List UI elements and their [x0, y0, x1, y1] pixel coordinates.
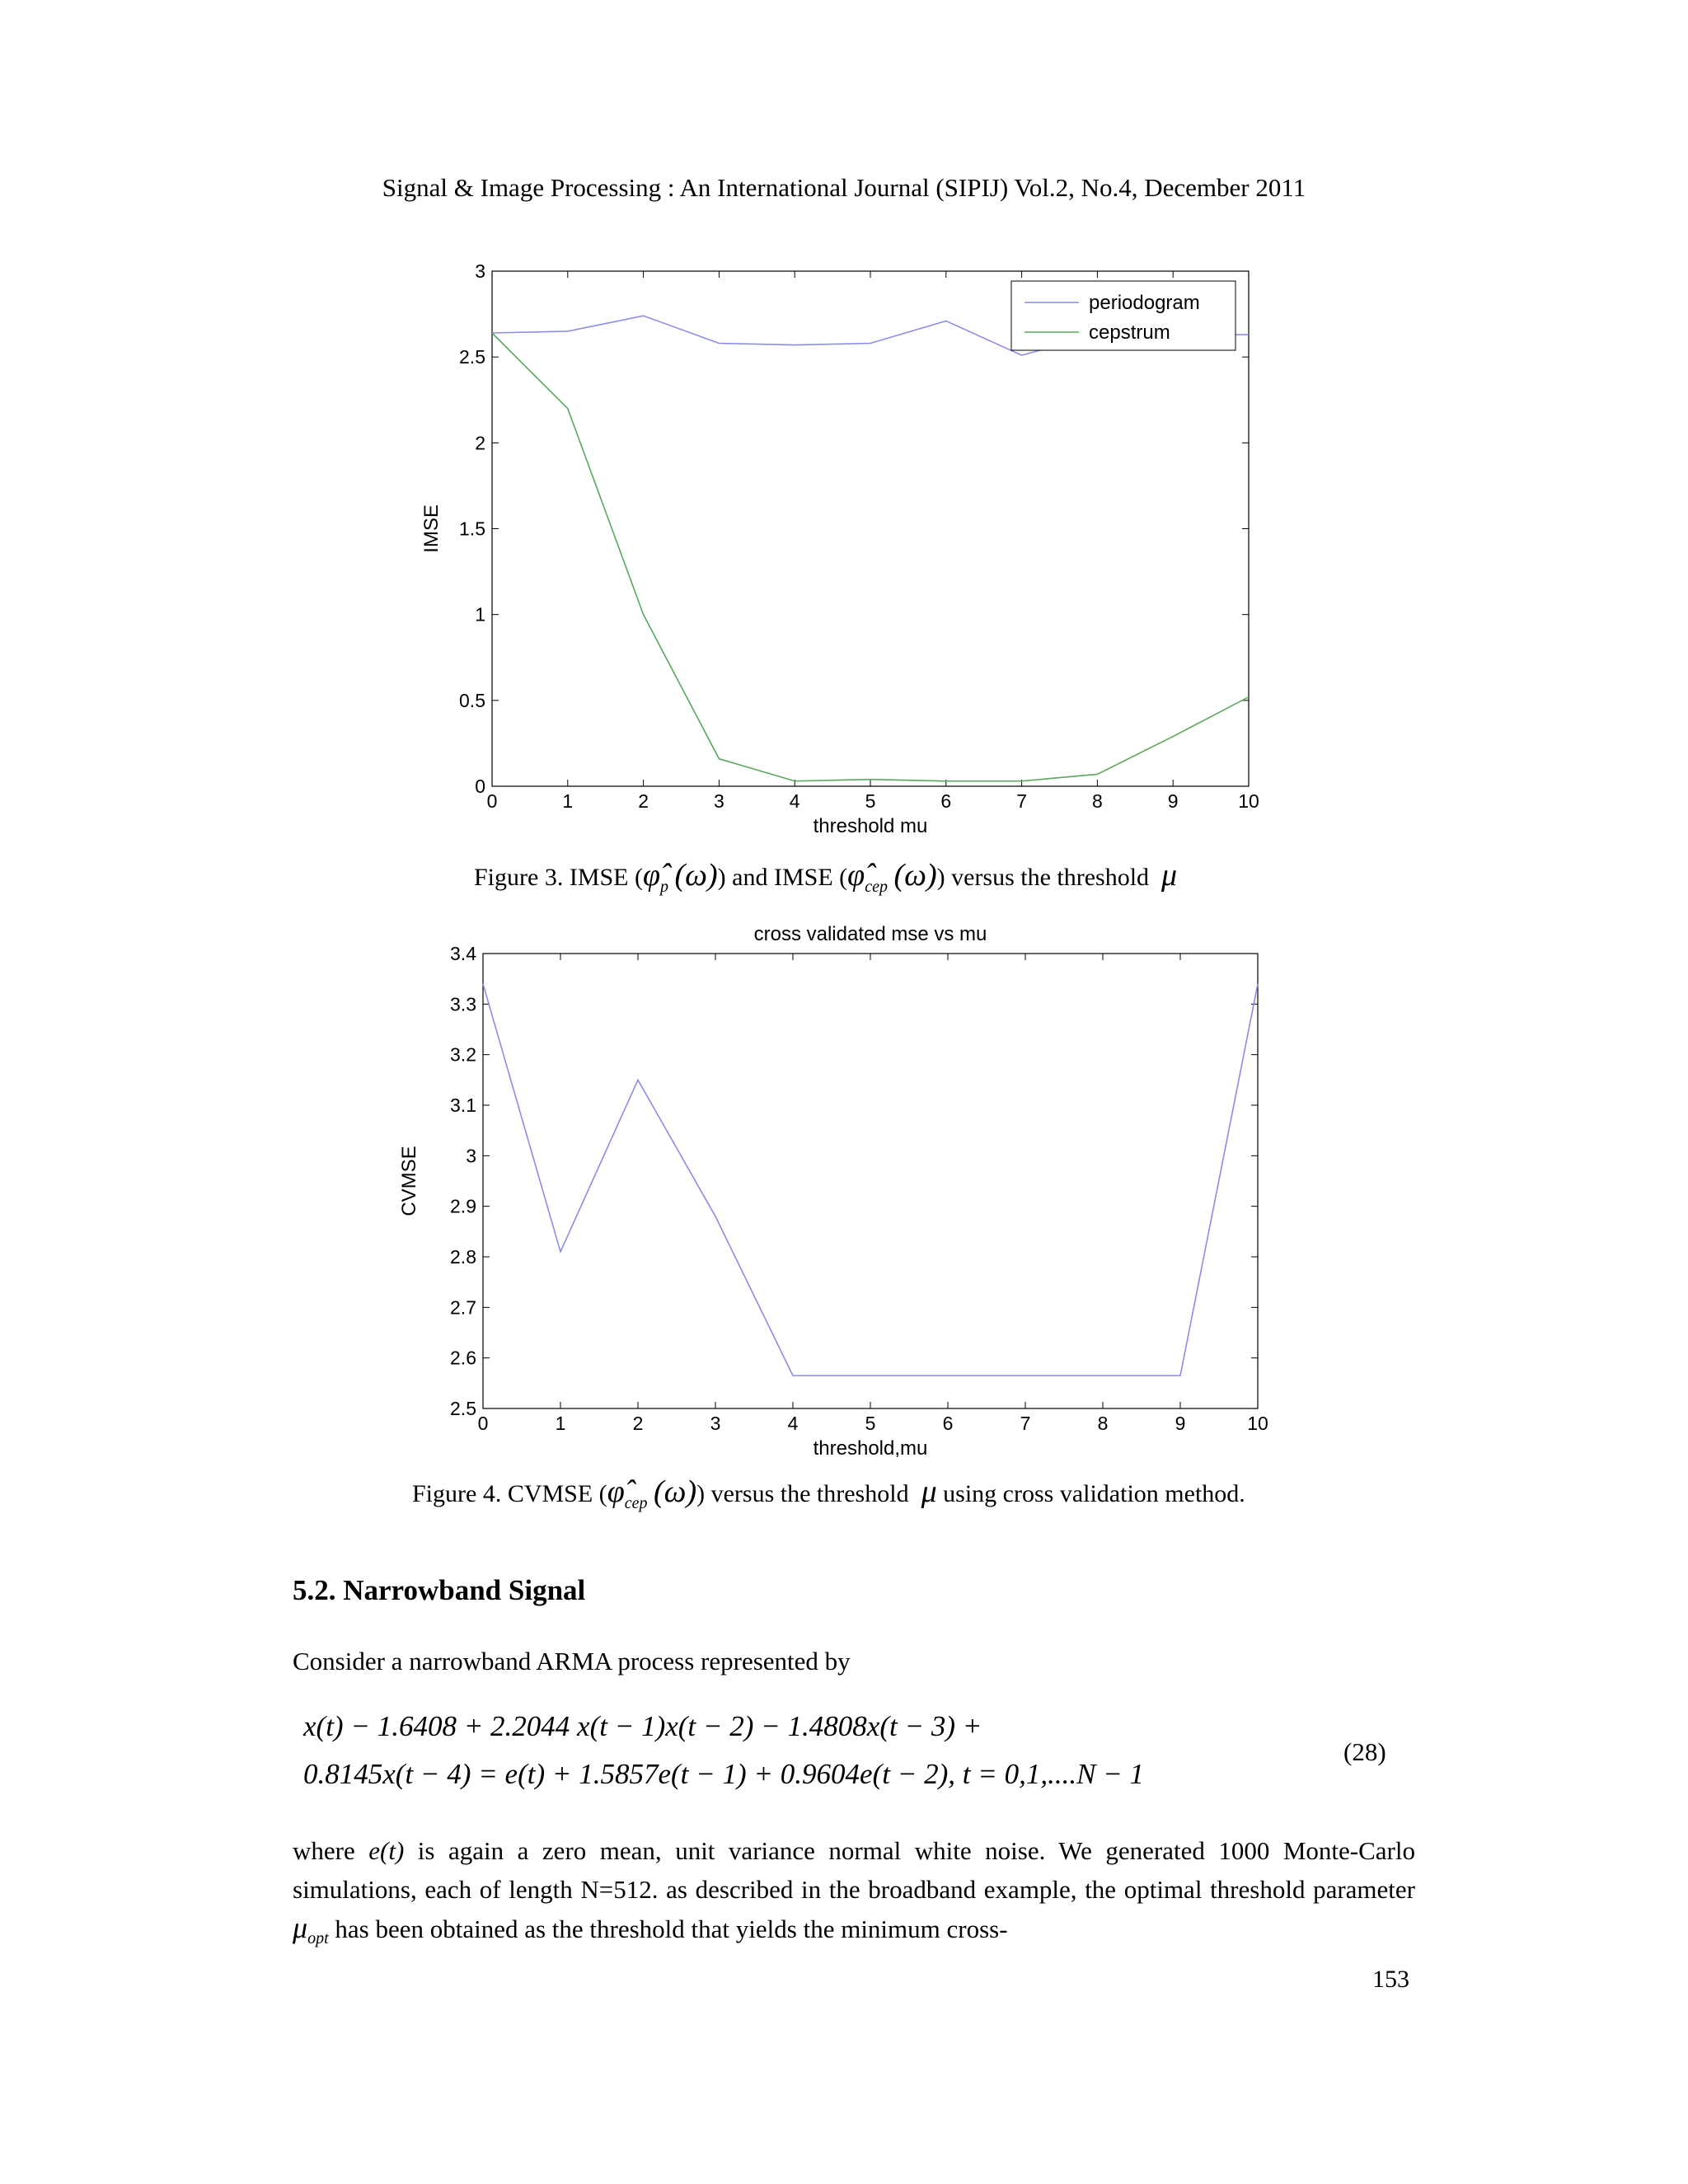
- equation-line-1: [303, 1710, 982, 1743]
- phi-hat-symbol: φ̂: [607, 1474, 625, 1509]
- cvmse-chart-title: cross validated mse vs mu: [753, 923, 987, 945]
- equation-line-2-text: 0.8145x(t − 4) = e(t) + 1.5857e(t − 1) + 0.9604e(t − 2), t = 0,1,....N − 1: [303, 1758, 1145, 1790]
- intro-text: Consider a narrowband ARMA process represented by: [293, 1647, 851, 1675]
- omega-argument: (ω): [674, 858, 718, 893]
- x-tick-label: 4: [787, 1413, 799, 1434]
- series-line-series-0: [483, 984, 1258, 1376]
- x-tick-label: 10: [1247, 1413, 1268, 1434]
- x-tick-label: 0: [477, 1413, 489, 1434]
- y-tick-label: 2: [475, 432, 485, 454]
- equation-line-1-text: x(t) − 1.6408 + 2.2044 x(t − 1)x(t − 2) − 1.4808x(t − 3) +: [303, 1710, 982, 1742]
- equation-number: (28): [1343, 1737, 1386, 1766]
- y-tick-label: 2.9: [450, 1195, 476, 1217]
- x-tick-label: 0: [486, 790, 498, 812]
- y-tick-label: 2.5: [459, 346, 485, 368]
- x-tick-label: 6: [942, 1413, 954, 1434]
- paragraph-part-2: is again a zero mean, unit variance normal white noise. We generated 1000 Monte-Carlo simulations, each of length N=512. as described in the broadband example, the optimal threshold parameter: [293, 1836, 1415, 1904]
- x-tick-label: 5: [865, 1413, 876, 1434]
- phi-hat-symbol: φ̂: [847, 858, 865, 893]
- x-tick-label: 10: [1238, 790, 1259, 812]
- figure-4-caption-end: using cross validation method.: [943, 1480, 1245, 1507]
- mu-opt-subscript: opt: [307, 1929, 329, 1948]
- subscript-cep: cep: [624, 1494, 648, 1512]
- running-header: Signal & Image Processing : An International Journal (SIPIJ) Vol.2, No.4, December 2011: [382, 173, 1306, 202]
- mu-opt-symbol: μ: [293, 1911, 308, 1944]
- imse-legend: [1011, 281, 1236, 350]
- figure-3-caption-suffix: ) versus the threshold: [936, 864, 1150, 891]
- x-tick-label: 5: [865, 790, 876, 812]
- x-tick-label: 3: [710, 1413, 721, 1434]
- figure-4-caption-prefix: Figure 4. CVMSE (: [412, 1480, 607, 1507]
- subscript-p: p: [660, 878, 669, 896]
- paragraph-part-3: has been obtained as the threshold that yields the minimum cross-: [328, 1915, 1008, 1943]
- noise-symbol: e(t): [368, 1836, 405, 1865]
- cvmse-lines: [483, 984, 1258, 1376]
- mu-symbol: μ: [921, 1474, 937, 1509]
- x-tick-label: 9: [1167, 790, 1179, 812]
- equation-line-2: [303, 1758, 1144, 1791]
- x-tick-label: 8: [1097, 1413, 1109, 1434]
- y-tick-label: 3.3: [450, 993, 476, 1015]
- figure-4-caption-suffix: ) versus the threshold: [696, 1480, 909, 1507]
- x-tick-label: 1: [555, 1413, 566, 1434]
- imse-y-axis-label: IMSE: [420, 504, 443, 553]
- y-tick-label: 2.5: [450, 1398, 476, 1419]
- y-tick-label: 0: [475, 776, 485, 797]
- paragraph-part-1: where: [293, 1836, 369, 1865]
- x-tick-label: 2: [638, 790, 649, 812]
- y-tick-label: 1: [475, 603, 485, 626]
- x-tick-label: 7: [1020, 1413, 1031, 1434]
- imse-lines: [492, 316, 1249, 781]
- page-number: 153: [1372, 1966, 1409, 1993]
- y-tick-label: 3.1: [450, 1094, 476, 1116]
- imse-x-axis-label: threshold mu: [813, 815, 928, 837]
- x-tick-label: 6: [940, 790, 952, 812]
- figure-3-caption: [474, 857, 1177, 897]
- y-tick-label: 3: [466, 1145, 476, 1167]
- cvmse-chart: [387, 915, 1278, 1475]
- y-tick-label: 0.5: [459, 689, 485, 711]
- x-tick-label: 8: [1092, 790, 1103, 812]
- y-tick-label: 2.8: [450, 1246, 476, 1268]
- phi-hat-symbol: φ̂: [643, 858, 661, 893]
- cvmse-ticks: [450, 943, 1268, 1434]
- x-tick-label: 2: [632, 1413, 644, 1434]
- legend-label: periodogram: [1089, 292, 1200, 314]
- cvmse-y-axis-label: CVMSE: [398, 1146, 420, 1216]
- x-tick-label: 7: [1016, 790, 1027, 812]
- figure-4-caption: [412, 1474, 1245, 1513]
- x-tick-label: 3: [714, 790, 724, 812]
- imse-chart: [396, 255, 1269, 849]
- mu-symbol: μ: [1161, 858, 1178, 893]
- omega-argument: (ω): [653, 1474, 697, 1509]
- x-tick-label: 1: [562, 790, 574, 812]
- cvmse-x-axis-label: threshold,mu: [813, 1437, 928, 1460]
- x-tick-label: 9: [1175, 1413, 1186, 1434]
- plot-frame: [483, 954, 1258, 1408]
- y-tick-label: 2.7: [450, 1296, 476, 1319]
- y-tick-label: 2.6: [450, 1347, 476, 1369]
- subscript-cep: cep: [865, 878, 888, 896]
- y-tick-label: 3.4: [450, 943, 476, 964]
- y-tick-label: 3: [475, 260, 485, 282]
- x-tick-label: 4: [789, 790, 800, 812]
- figure-3-caption-mid: ) and IMSE (: [717, 864, 848, 891]
- omega-argument: (ω): [893, 858, 937, 893]
- y-tick-label: 3.2: [450, 1043, 476, 1066]
- legend-label: cepstrum: [1089, 321, 1170, 344]
- section-heading: 5.2. Narrowband Signal: [293, 1574, 586, 1606]
- figure-3-caption-prefix: Figure 3. IMSE (: [474, 864, 643, 891]
- body-paragraph: [293, 1831, 1415, 1958]
- y-tick-label: 1.5: [459, 518, 485, 540]
- series-line-cepstrum: [492, 333, 1249, 781]
- cvmse-axes: [483, 954, 1258, 1408]
